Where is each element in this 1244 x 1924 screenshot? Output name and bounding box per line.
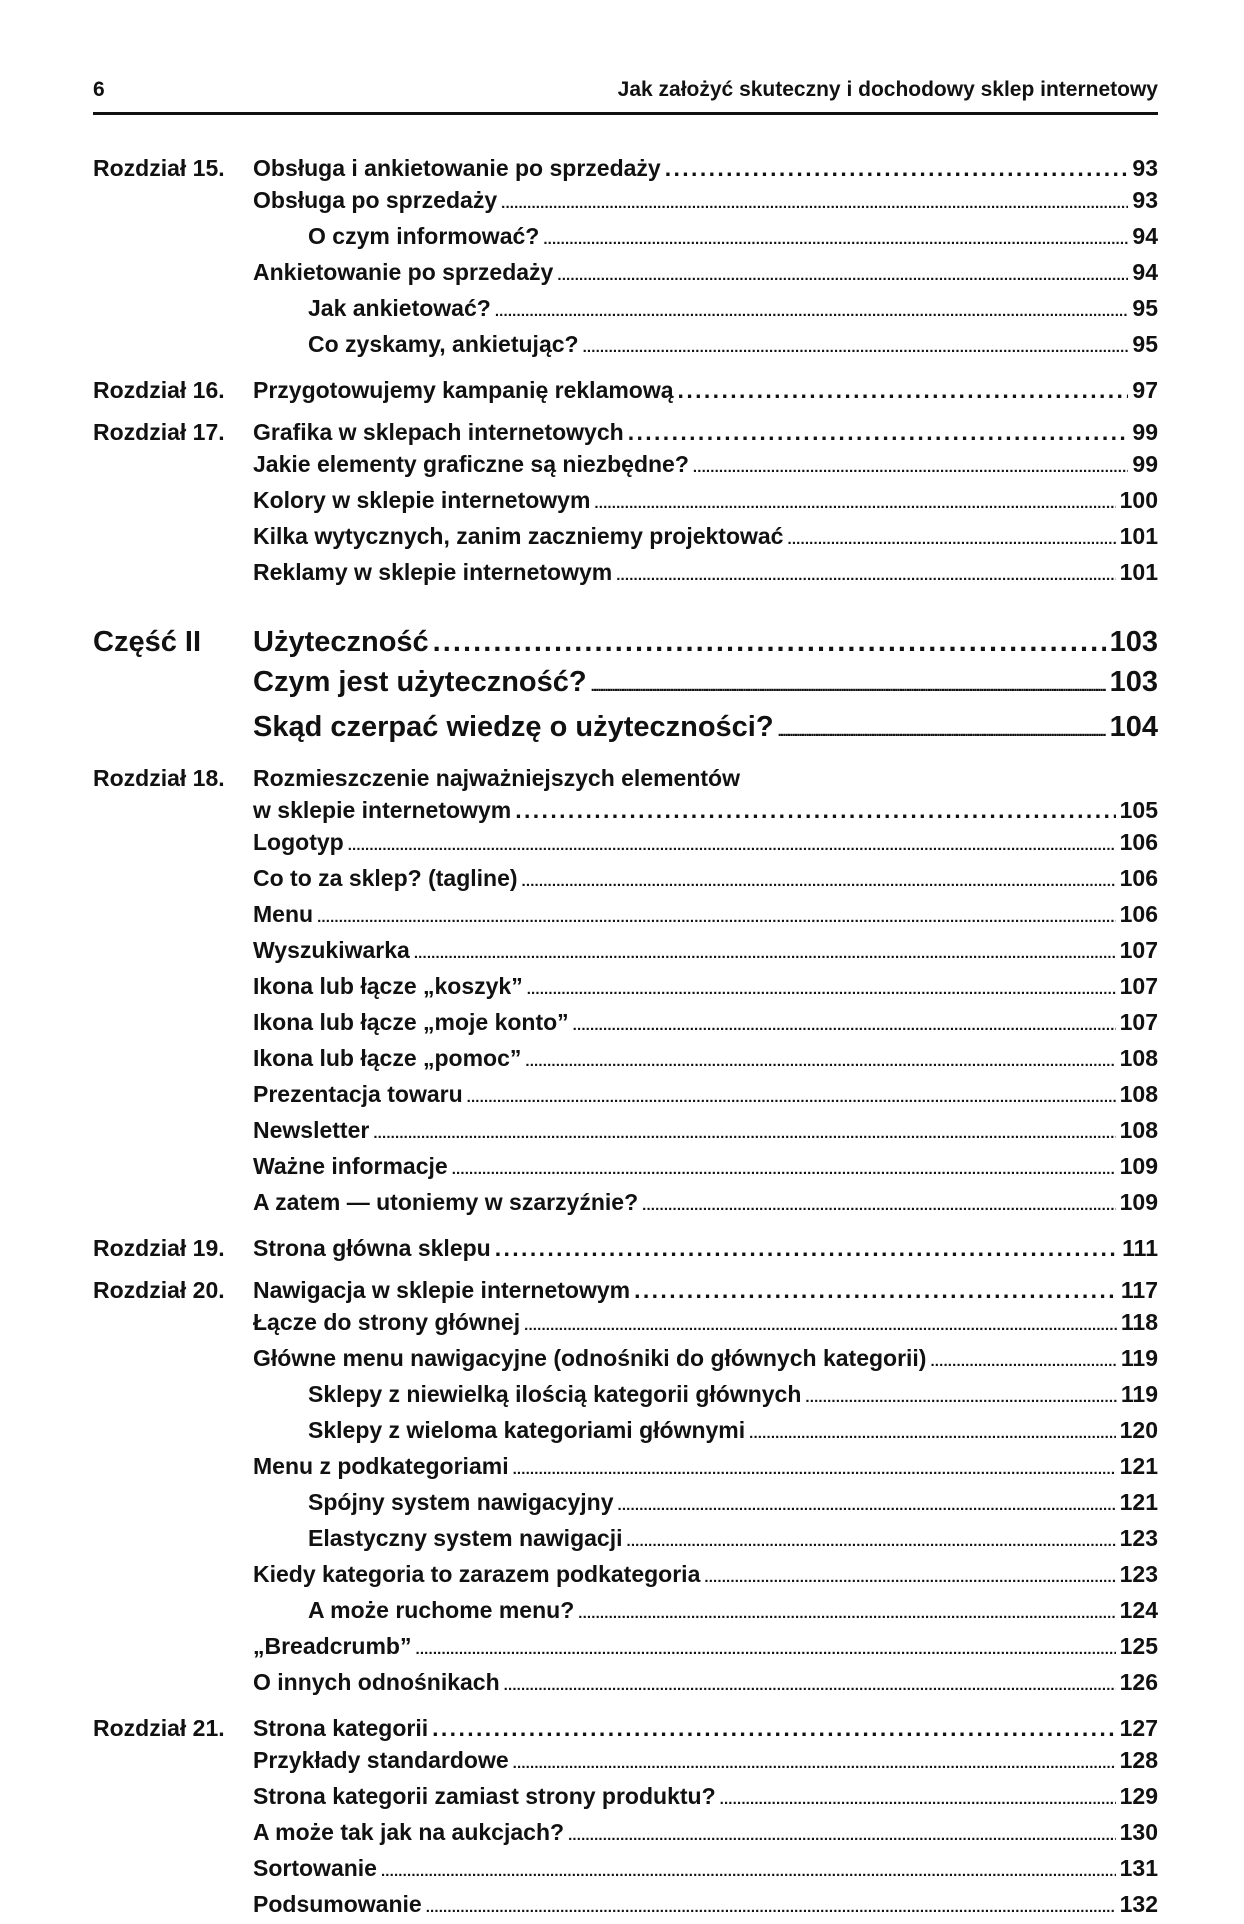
- subentry-title: Logotyp: [253, 829, 344, 855]
- page-ref: 108: [1119, 1081, 1158, 1107]
- toc-subentry: [308, 1414, 1158, 1450]
- dot-leader: [616, 556, 1115, 592]
- dot-leader: [627, 1522, 1116, 1558]
- chapter-label: Rozdział 19.: [93, 1235, 225, 1261]
- dot-leader: [501, 184, 1128, 220]
- subentry-title: Jak ankietować?: [308, 295, 491, 321]
- page-ref: 108: [1119, 1045, 1158, 1071]
- toc-subentry: [253, 1042, 1158, 1078]
- subentry-title: Prezentacja towaru: [253, 1081, 463, 1107]
- subentry-title: Ważne informacje: [253, 1153, 448, 1179]
- running-header: [93, 72, 1158, 115]
- toc-subentry: [253, 970, 1158, 1006]
- chapter-heading-line: [253, 1232, 1158, 1264]
- subentry-title: Sklepy z wieloma kategoriami głównymi: [308, 1417, 746, 1443]
- dot-leader: [704, 1558, 1115, 1594]
- toc-subentry: [253, 484, 1158, 520]
- toc-subentry: [253, 1780, 1158, 1816]
- page-ref: 127: [1119, 1715, 1158, 1741]
- page-ref: 131: [1119, 1855, 1158, 1881]
- chapter-title: Przygotowujemy kampanię reklamową: [253, 377, 674, 403]
- page-ref: 119: [1120, 1345, 1158, 1371]
- subentry-title: Co to za sklep? (tagline): [253, 865, 518, 891]
- subentry-title: Co zyskamy, ankietując?: [308, 331, 579, 357]
- subentry-title: Kilka wytycznych, zanim zaczniemy projektować: [253, 523, 784, 549]
- subentry-title: Reklamy w sklepie internetowym: [253, 559, 613, 585]
- chapter-label: Rozdział 18.: [93, 765, 225, 791]
- chapter-heading-line: [253, 1712, 1158, 1744]
- subentry-title: Przykłady standardowe: [253, 1747, 509, 1773]
- page-ref: 109: [1119, 1153, 1158, 1179]
- dot-leader: [543, 220, 1128, 256]
- toc-subentry: [253, 448, 1158, 484]
- dot-leader: [415, 1630, 1115, 1666]
- dot-leader: [618, 1486, 1116, 1522]
- chapter-label: Rozdział 20.: [93, 1277, 225, 1303]
- chapter-label: Rozdział 16.: [93, 377, 225, 403]
- chapter-entry: [93, 762, 1158, 1222]
- page-ref: 107: [1119, 973, 1158, 999]
- toc-subentry: [253, 1666, 1158, 1702]
- toc-subentry: [253, 556, 1158, 592]
- toc-subentry: [253, 520, 1158, 556]
- chapter-label: Rozdział 15.: [93, 155, 225, 181]
- toc-subentry: [253, 707, 1158, 752]
- toc-subentry: [253, 1816, 1158, 1852]
- dot-leader: [642, 1186, 1115, 1222]
- toc-subentry: [253, 1078, 1158, 1114]
- page-ref: 103: [1109, 626, 1158, 658]
- subentry-title: Skąd czerpać wiedzę o użyteczności?: [253, 711, 774, 743]
- dot-leader: [749, 1414, 1115, 1450]
- dot-leader: [591, 662, 1106, 707]
- page-ref: 95: [1132, 331, 1158, 357]
- book-title: Jak założyć skuteczny i dochodowy sklep internetowy: [617, 78, 1158, 101]
- dot-leader: [930, 1342, 1116, 1378]
- page-ref: 129: [1119, 1783, 1158, 1809]
- chapter-title: Strona główna sklepu: [253, 1235, 491, 1261]
- page-ref: 93: [1132, 187, 1158, 213]
- subentry-title: Kolory w sklepie internetowym: [253, 487, 591, 513]
- page-ref: 119: [1120, 1381, 1158, 1407]
- page-ref: 132: [1119, 1891, 1158, 1917]
- dot-leader: [678, 374, 1129, 406]
- page-ref: 106: [1119, 829, 1158, 855]
- page-ref: 95: [1132, 295, 1158, 321]
- dot-leader: [594, 484, 1115, 520]
- toc-subentry: [253, 826, 1158, 862]
- toc-subentry: [253, 1306, 1158, 1342]
- dot-leader: [381, 1852, 1116, 1888]
- dot-leader: [787, 520, 1115, 556]
- page-ref: 128: [1119, 1747, 1158, 1773]
- toc-subentry: [253, 1888, 1158, 1924]
- page-ref: 124: [1119, 1597, 1158, 1623]
- dot-leader: [513, 1450, 1116, 1486]
- subentry-title: Łącze do strony głównej: [253, 1309, 521, 1335]
- page-ref: 94: [1132, 223, 1158, 249]
- subentry-title: Elastyczny system nawigacji: [308, 1525, 623, 1551]
- dot-leader: [693, 448, 1129, 484]
- dot-leader: [348, 826, 1116, 862]
- dot-leader: [628, 416, 1129, 448]
- page-ref: 99: [1132, 419, 1158, 445]
- page-ref: 107: [1119, 937, 1158, 963]
- page-ref: 126: [1119, 1669, 1158, 1695]
- toc-subentry: [253, 662, 1158, 707]
- dot-leader: [557, 256, 1128, 292]
- chapter-title: Strona kategorii: [253, 1715, 429, 1741]
- chapter-heading-line: [253, 794, 1158, 826]
- chapter-title: Grafika w sklepach internetowych: [253, 419, 624, 445]
- subentry-title: „Breadcrumb”: [253, 1633, 412, 1659]
- toc-subentry: [253, 1150, 1158, 1186]
- dot-leader: [504, 1666, 1116, 1702]
- subentry-title: Ikona lub łącze „koszyk”: [253, 973, 523, 999]
- part-entry: [93, 622, 1158, 752]
- dot-leader: [634, 1274, 1117, 1306]
- toc-subentry: [253, 862, 1158, 898]
- chapter-title: Nawigacja w sklepie internetowym: [253, 1277, 631, 1303]
- subentry-title: Wyszukiwarka: [253, 937, 410, 963]
- subentry-title: Podsumowanie: [253, 1891, 422, 1917]
- page-number: 6: [93, 78, 105, 101]
- dot-leader: [373, 1114, 1115, 1150]
- toc-subentry: [253, 934, 1158, 970]
- chapter-title-first-line: Rozmieszczenie najważniejszych elementów: [253, 765, 740, 791]
- chapter-entry: [93, 416, 1158, 592]
- subentry-title: A może tak jak na aukcjach?: [253, 1819, 565, 1845]
- page-ref: 108: [1119, 1117, 1158, 1143]
- dot-leader: [568, 1816, 1116, 1852]
- subentry-title: A może ruchome menu?: [308, 1597, 575, 1623]
- toc-subentry: [253, 1450, 1158, 1486]
- toc-subentry: [308, 1486, 1158, 1522]
- dot-leader: [525, 1042, 1115, 1078]
- dot-leader: [495, 1232, 1118, 1264]
- dot-leader: [665, 152, 1129, 184]
- part-label: Część II: [93, 626, 201, 658]
- toc-subentry: [308, 1522, 1158, 1558]
- toc-subentry: [253, 898, 1158, 934]
- subentry-title: Ikona lub łącze „moje konto”: [253, 1009, 569, 1035]
- subentry-title: Sortowanie: [253, 1855, 377, 1881]
- chapter-heading-line: [253, 1274, 1158, 1306]
- chapter-title: w sklepie internetowym: [253, 797, 512, 823]
- chapter-heading-line: [253, 374, 1158, 406]
- page-ref: 104: [1109, 711, 1158, 743]
- toc-subentry: [308, 220, 1158, 256]
- dot-leader: [495, 292, 1129, 328]
- page-ref: 101: [1119, 559, 1158, 585]
- dot-leader: [805, 1378, 1116, 1414]
- subentry-title: O innych odnośnikach: [253, 1669, 500, 1695]
- page-ref: 93: [1132, 155, 1158, 181]
- subentry-title: Newsletter: [253, 1117, 370, 1143]
- toc-subentry: [253, 1342, 1158, 1378]
- subentry-title: Ikona lub łącze „pomoc”: [253, 1045, 522, 1071]
- page-ref: 94: [1132, 259, 1158, 285]
- page-ref: 123: [1119, 1525, 1158, 1551]
- page-ref: 105: [1119, 797, 1158, 823]
- page-ref: 100: [1119, 487, 1158, 513]
- chapter-label: Rozdział 17.: [93, 419, 225, 445]
- dot-leader: [524, 1306, 1117, 1342]
- dot-leader: [432, 1712, 1116, 1744]
- dot-leader: [452, 1150, 1116, 1186]
- page-ref: 106: [1119, 865, 1158, 891]
- table-of-contents: [93, 152, 1158, 1924]
- subentry-title: Ankietowanie po sprzedaży: [253, 259, 554, 285]
- subentry-title: Obsługa po sprzedaży: [253, 187, 498, 213]
- toc-subentry: [308, 328, 1158, 364]
- page-ref: 97: [1132, 377, 1158, 403]
- page-ref: 99: [1132, 451, 1158, 477]
- dot-leader: [778, 707, 1106, 752]
- page-ref: 123: [1119, 1561, 1158, 1587]
- dot-leader: [513, 1744, 1116, 1780]
- chapter-entry: [93, 1232, 1158, 1264]
- page-ref: 121: [1119, 1489, 1158, 1515]
- subentry-title: Główne menu nawigacyjne (odnośniki do głównych kategorii): [253, 1345, 927, 1371]
- toc-subentry: [253, 1558, 1158, 1594]
- dot-leader: [720, 1780, 1116, 1816]
- page-ref: 106: [1119, 901, 1158, 927]
- toc-subentry: [253, 1630, 1158, 1666]
- page-ref: 121: [1119, 1453, 1158, 1479]
- subentry-title: O czym informować?: [308, 223, 540, 249]
- chapter-entry: [93, 1712, 1158, 1924]
- subentry-title: Jakie elementy graficzne są niezbędne?: [253, 451, 689, 477]
- dot-leader: [426, 1888, 1116, 1924]
- page-ref: 101: [1119, 523, 1158, 549]
- toc-subentry: [253, 256, 1158, 292]
- toc-subentry: [253, 1852, 1158, 1888]
- subentry-title: Menu: [253, 901, 314, 927]
- subentry-title: Sklepy z niewielką ilością kategorii głównych: [308, 1381, 802, 1407]
- chapter-heading-line: [253, 152, 1158, 184]
- toc-subentry: [253, 184, 1158, 220]
- dot-leader: [414, 934, 1116, 970]
- page-ref: 111: [1122, 1235, 1158, 1261]
- page-ref: 117: [1120, 1277, 1158, 1303]
- toc-subentry: [253, 1114, 1158, 1150]
- dot-leader: [433, 622, 1106, 662]
- chapter-entry: [93, 1274, 1158, 1702]
- page-ref: 118: [1120, 1309, 1158, 1335]
- subentry-title: Kiedy kategoria to zarazem podkategoria: [253, 1561, 701, 1587]
- dot-leader: [578, 1594, 1115, 1630]
- chapter-entry: [93, 152, 1158, 364]
- toc-subentry: [253, 1744, 1158, 1780]
- dot-leader: [573, 1006, 1116, 1042]
- page-ref: 120: [1119, 1417, 1158, 1443]
- toc-subentry: [253, 1006, 1158, 1042]
- page-ref: 125: [1119, 1633, 1158, 1659]
- dot-leader: [317, 898, 1116, 934]
- subentry-title: Menu z podkategoriami: [253, 1453, 509, 1479]
- toc-subentry: [253, 1186, 1158, 1222]
- dot-leader: [522, 862, 1116, 898]
- subentry-title: Strona kategorii zamiast strony produktu?: [253, 1783, 716, 1809]
- chapter-title: Obsługa i ankietowanie po sprzedaży: [253, 155, 661, 181]
- page-ref: 130: [1119, 1819, 1158, 1845]
- part-heading-line: [253, 622, 1158, 662]
- toc-subentry: [308, 1594, 1158, 1630]
- subentry-title: Czym jest użyteczność?: [253, 666, 587, 698]
- page-ref: 109: [1119, 1189, 1158, 1215]
- page-ref: 107: [1119, 1009, 1158, 1035]
- dot-leader: [515, 794, 1115, 826]
- dot-leader: [527, 970, 1116, 1006]
- subentry-title: Spójny system nawigacyjny: [308, 1489, 614, 1515]
- chapter-heading-line: [253, 416, 1158, 448]
- chapter-label: Rozdział 21.: [93, 1715, 225, 1741]
- chapter-entry: [93, 374, 1158, 406]
- dot-leader: [467, 1078, 1116, 1114]
- toc-subentry: [308, 1378, 1158, 1414]
- dot-leader: [583, 328, 1129, 364]
- subentry-title: A zatem — utoniemy w szarzyźnie?: [253, 1189, 639, 1215]
- part-title: Użyteczność: [253, 626, 429, 658]
- toc-subentry: [308, 292, 1158, 328]
- page-ref: 103: [1109, 666, 1158, 698]
